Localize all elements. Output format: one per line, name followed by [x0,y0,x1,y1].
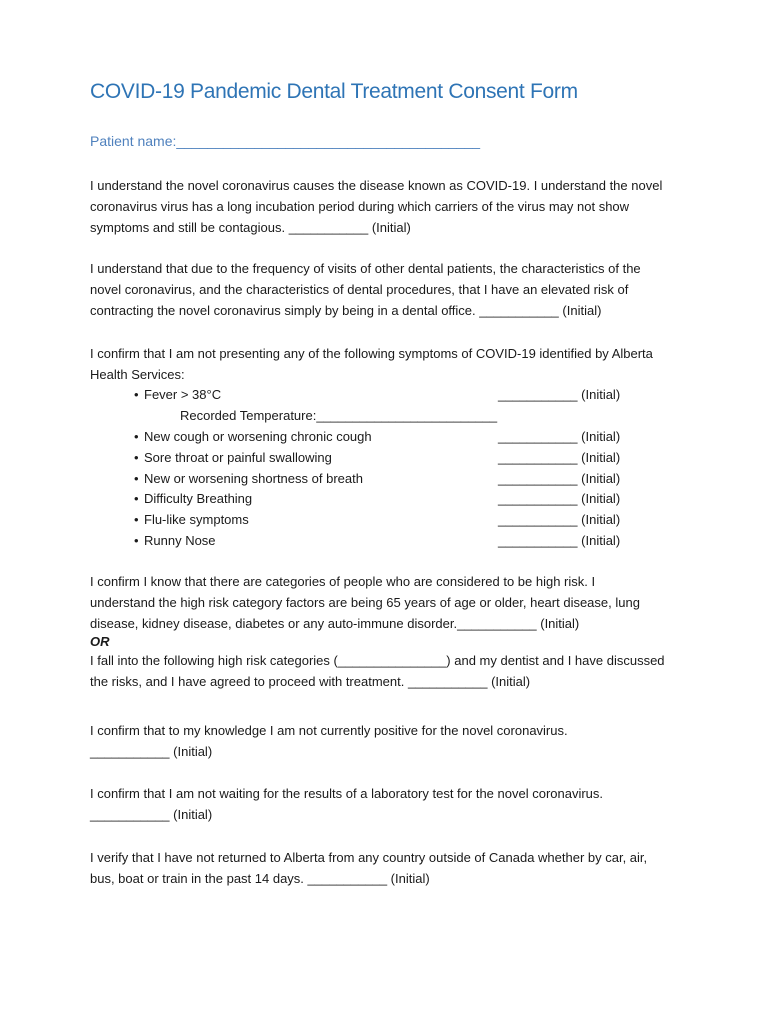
symptom-row [134,509,634,530]
initial-field[interactable]: ___________ (Initial) [498,429,621,444]
bullet-icon: • [134,512,139,527]
initial-field[interactable]: ___________ (Initial) [498,491,621,506]
paragraph-line: Health Services: [90,367,185,382]
initial-line[interactable]: contracting the novel coronavirus simply by being in a dental office. ___________ (Initial) [90,303,602,318]
paragraph-line: understand the high risk category factors are being 65 years of age or older, heart disease, lung [90,595,640,610]
symptom-row [134,530,634,551]
paragraph-line: I confirm that I am not waiting for the results of a laboratory test for the novel coronavirus. [90,786,604,801]
paragraph-line: I confirm I know that there are categories of people who are considered to be high risk. I [90,574,596,589]
paragraph-incubation [90,175,690,238]
symptom-row [134,384,634,405]
initial-field[interactable]: ___________ (Initial) [498,533,621,548]
bullet-icon: • [134,429,139,444]
form-title: COVID-19 Pandemic Dental Treatment Consent Form [90,80,578,103]
patient-name-field[interactable]: Patient name:_______________________________________ [90,133,481,149]
initial-line[interactable]: disease, kidney disease, diabetes or any auto-immune disorder.___________ (Initial) [90,616,580,631]
paragraph-elevated-risk [90,258,690,321]
or-label: OR [90,634,110,649]
paragraph-line: I verify that I have not returned to Alberta from any country outside of Canada whether by car, air, [90,850,648,865]
paragraph-symptoms-intro [90,343,690,385]
symptom-label: Sore throat or painful swallowing [144,450,332,465]
symptom-label: Flu-like symptoms [144,512,249,527]
initial-field[interactable]: ___________ (Initial) [498,387,621,402]
paragraph-not-positive [90,720,690,762]
bullet-icon: • [134,491,139,506]
bullet-icon: • [134,450,139,465]
symptom-row [134,426,634,447]
symptom-label: New or worsening shortness of breath [144,471,363,486]
initial-line[interactable]: ___________ (Initial) [90,807,213,822]
bullet-icon: • [134,471,139,486]
symptom-row [134,488,634,509]
paragraph-line: novel coronavirus, and the characteristics of dental procedures, that I have an elevated risk of [90,282,629,297]
recorded-temperature-field[interactable]: Recorded Temperature:_________________________ [180,408,498,423]
symptom-row [134,468,634,489]
initial-field[interactable]: ___________ (Initial) [498,471,621,486]
symptom-label: Runny Nose [144,533,216,548]
symptom-label: Difficulty Breathing [144,491,253,506]
paragraph-line: I understand the novel coronavirus causes the disease known as COVID-19. I understand the novel [90,178,663,193]
paragraph-line: I confirm that to my knowledge I am not currently positive for the novel coronavirus. [90,723,568,738]
symptom-label: Fever > 38°C [144,387,222,402]
paragraph-line: coronavirus virus has a long incubation period during which carriers of the virus may not show [90,199,630,214]
paragraph-high-risk [90,571,690,634]
symptom-row [134,447,634,468]
paragraph-no-pending-test [90,783,690,825]
high-risk-categories-field[interactable]: I fall into the following high risk categories (_______________) and my dentist and I have discussed [90,653,665,668]
paragraph-no-travel [90,847,690,889]
bullet-icon: • [134,533,139,548]
paragraph-line: I confirm that I am not presenting any of the following symptoms of COVID-19 identified by Alberta [90,346,653,361]
initial-field[interactable]: ___________ (Initial) [498,450,621,465]
initial-line[interactable]: ___________ (Initial) [90,744,213,759]
paragraph-line: I understand that due to the frequency of visits of other dental patients, the characteristics of the [90,261,641,276]
paragraph-high-risk-categories [90,650,690,692]
symptom-label: New cough or worsening chronic cough [144,429,372,444]
initial-line[interactable]: the risks, and I have agreed to proceed with treatment. ___________ (Initial) [90,674,531,689]
initial-line[interactable]: symptoms and still be contagious. ___________ (Initial) [90,220,411,235]
initial-field[interactable]: ___________ (Initial) [498,512,621,527]
initial-line[interactable]: bus, boat or train in the past 14 days. ___________ (Initial) [90,871,430,886]
bullet-icon: • [134,387,139,402]
